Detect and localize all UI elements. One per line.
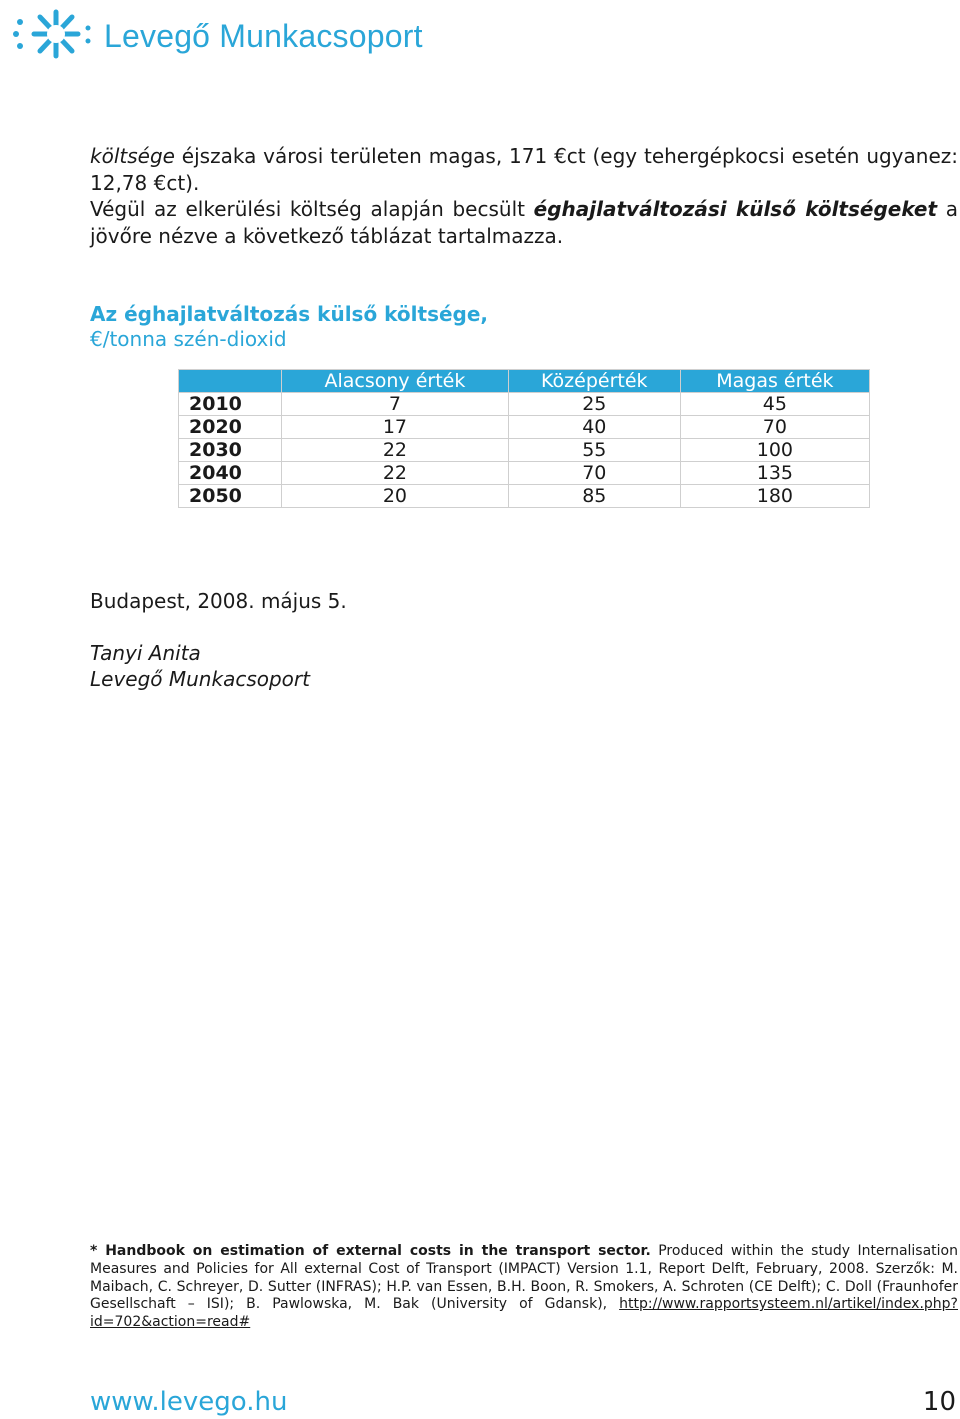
author-name: Tanyi Anita (90, 641, 201, 665)
paragraph-text-1: éjszaka városi területen magas, 171 €ct (egy tehergépkocsi esetén ugyanez: 12,78 €ct). (90, 144, 958, 195)
table-header-row (179, 370, 870, 393)
cell-low: 20 (282, 485, 509, 508)
body-paragraph (90, 143, 958, 249)
header-low: Alacsony érték (282, 370, 509, 393)
footer-website: www.levego.hu (90, 1387, 288, 1417)
cell-high: 45 (680, 393, 869, 416)
cell-mid: 40 (508, 416, 680, 439)
cell-high: 70 (680, 416, 869, 439)
header-high: Magas érték (680, 370, 869, 393)
footnote-text: Produced within the study Internalisation Measures and Policies for All external Cost of Transport (IMPACT) Version 1.1, Report Delft, February, 2008. Szerzők: M. Maibach, C. Schreyer, D. Sutter (INFRAS); H.P. van Essen, B.H. Boon, R. Smokers, A. Schroten (CE Delft); C. Doll (Fraunhofer Gesellschaft – ISI); B. Pawlowska, M. Bak (University of Gdansk), (90, 1243, 958, 1313)
cell-low: 22 (282, 462, 509, 485)
cell-mid: 25 (508, 393, 680, 416)
author-block (90, 640, 310, 692)
cell-mid: 70 (508, 462, 680, 485)
table-title-main: Az éghajlatváltozás külső költsége, (90, 302, 489, 326)
cell-year: 2040 (179, 462, 282, 485)
header-empty (179, 370, 282, 393)
page-number: 10 (922, 1387, 956, 1417)
table-row (179, 485, 870, 508)
cell-year: 2020 (179, 416, 282, 439)
paragraph-text-2b: a jövőre nézve a következő táblázat tartalmazza. (90, 197, 958, 248)
cell-year: 2050 (179, 485, 282, 508)
table-row (179, 439, 870, 462)
paragraph-text-2a: Végül az elkerülési költség alapján becsült (90, 197, 534, 221)
cost-table (178, 369, 870, 508)
cell-mid: 55 (508, 439, 680, 462)
author-org: Levegő Munkacsoport (90, 667, 310, 691)
table-title-unit: €/tonna szén-dioxid (90, 327, 287, 351)
paragraph-emphasis: éghajlatváltozási külső költségeket (533, 197, 938, 221)
table-row (179, 416, 870, 439)
cell-low: 17 (282, 416, 509, 439)
cell-year: 2030 (179, 439, 282, 462)
footnote (90, 1243, 958, 1332)
footnote-title: * Handbook on estimation of external costs in the transport sector. (90, 1243, 651, 1259)
cell-high: 135 (680, 462, 869, 485)
cell-high: 100 (680, 439, 869, 462)
sunburst-logo-icon (12, 8, 94, 60)
cell-year: 2010 (179, 393, 282, 416)
footnote-link[interactable]: http://www.rapportsysteem.nl/artikel/index.php?id=702&action=read# (90, 1296, 958, 1331)
table-title (90, 302, 488, 352)
cell-low: 22 (282, 439, 509, 462)
cell-mid: 85 (508, 485, 680, 508)
header-mid: Középérték (508, 370, 680, 393)
table-row (179, 462, 870, 485)
logo (12, 8, 423, 60)
cell-high: 180 (680, 485, 869, 508)
dateline: Budapest, 2008. május 5. (90, 589, 347, 613)
cell-low: 7 (282, 393, 509, 416)
table-row (179, 393, 870, 416)
paragraph-italic-lead: költsége (90, 144, 175, 168)
logo-text: Levegő Munkacsoport (104, 18, 423, 54)
